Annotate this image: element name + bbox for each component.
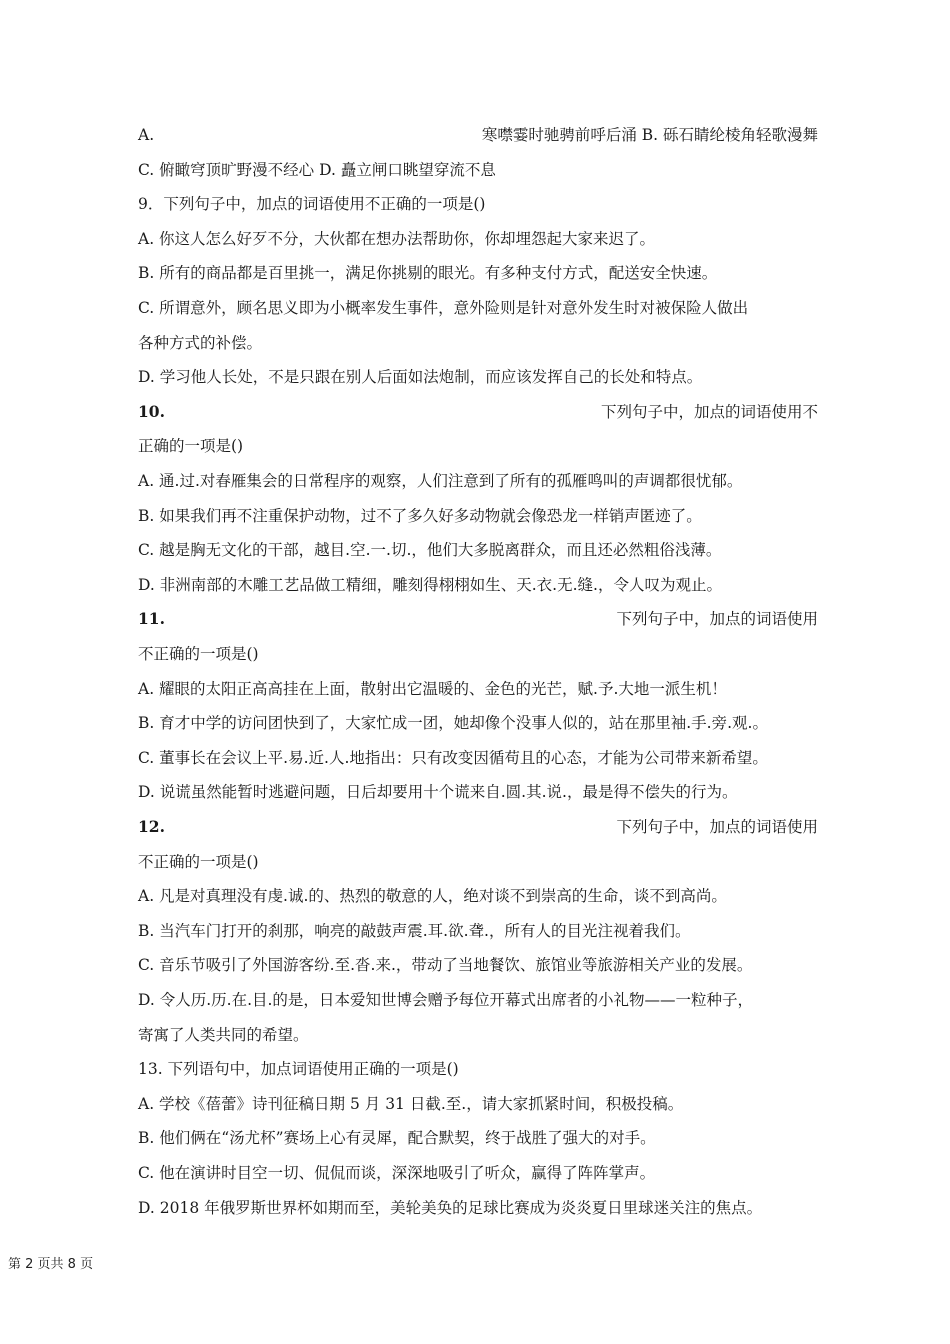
text-line: B. 他们俩在“汤尤杯”赛场上心有灵犀，配合默契，终于战胜了强大的对手。 [138, 1129, 656, 1148]
question-stem: 13. 下列语句中，加点词语使用正确的一项是() [138, 1060, 459, 1079]
line-lead: 12. [138, 817, 165, 836]
text-line: D. 2018 年俄罗斯世界杯如期而至，美轮美奂的足球比赛成为炎炎夏日里球迷关注的焦点。 [138, 1198, 763, 1217]
line-lead: A. [138, 126, 155, 144]
text-line: 寄寓了人类共同的希望。 [138, 1025, 309, 1044]
text-line: 正确的一项是() [138, 437, 244, 456]
line-tail: 下列句子中，加点的词语使用不 [600, 402, 818, 421]
text-line: C. 他在演讲时目空一切、侃侃而谈，深深地吸引了听众，赢得了阵阵掌声。 [138, 1164, 656, 1182]
text-line: B. 当汽车门打开的刹那，响亮的敲鼓声震.耳.欲.聋.，所有人的目光注视着我们。 [138, 921, 691, 940]
text-line: 不正确的一项是() [138, 852, 259, 871]
line-tail: 下列句子中，加点的词语使用 [616, 610, 818, 629]
text-line: C. 音乐节吸引了外国游客纷.至.沓.来.，带动了当地餐饮、旅馆业等旅游相关产业的发展。 [138, 956, 753, 975]
text-line: B. 育才中学的访问团快到了，大家忙成一团，她却像个没事人似的，站在那里袖.手.旁.观.。 [138, 714, 768, 733]
line-lead: 10. [138, 401, 165, 421]
text-line: 各种方式的补偿。 [138, 333, 263, 352]
text-line: A. 通.过.对春雁集会的日常程序的观察，人们注意到了所有的孤雁鸣叫的声调都很忧郁。 [138, 472, 743, 490]
split-line [138, 602, 828, 636]
text-line: D. 令人历.历.在.目.的是，日本爱知世博会赠予每位开幕式出席者的小礼物——一粒种子， [138, 991, 753, 1009]
split-line [138, 118, 828, 152]
text-line: A. 凡是对真理没有虔.诚.的、热烈的敬意的人，绝对谈不到崇高的生命，谈不到高尚。 [138, 887, 727, 906]
text-line: 不正确的一项是() [138, 645, 259, 663]
line-lead: 11. [138, 609, 165, 629]
text-line: A. 耀眼的太阳正高高挂在上面，散射出它温暖的、金色的光芒，赋.予.大地一派生机！ [138, 679, 727, 698]
text-line: D. 非洲南部的木雕工艺品做工精细，雕刻得栩栩如生、天.衣.无.缝.，令人叹为观止。 [138, 575, 722, 594]
text-line: C. 俯瞰穹顶旷野漫不经心 D. 矗立闸口眺望穿流不息 [138, 160, 496, 179]
text-line: B. 如果我们再不注重保护动物，过不了多久好多动物就会像恐龙一样销声匿迹了。 [138, 506, 702, 525]
page-footer: 第 2 页共 8 页 [8, 1257, 94, 1272]
text-line: A. 你这人怎么好歹不分，大伙都在想办法帮助你，你却埋怨起大家来迟了。 [138, 229, 656, 248]
text-line: C. 所谓意外，顾名思义即为小概率发生事件，意外险则是针对意外发生时对被保险人做出 [138, 299, 749, 317]
split-line [138, 395, 828, 429]
split-line [138, 810, 828, 844]
text-line: A. 学校《蓓蕾》诗刊征稿日期 5 月 31 日截.至.，请大家抓紧时间，积极投稿。 [138, 1094, 684, 1113]
text-line: B. 所有的商品都是百里挑一，满足你挑剔的眼光。有多种支付方式，配送安全快速。 [138, 264, 718, 283]
text-line: D. 学习他人长处，不是只跟在别人后面如法炮制，而应该发挥自己的长处和特点。 [138, 368, 703, 387]
text-line: D. 说谎虽然能暂时逃避问题，日后却要用十个谎来自.圆.其.说.，最是得不偿失的行为。 [138, 783, 738, 802]
question-stem: 9．下列句子中，加点的词语使用不正确的一项是() [138, 195, 486, 214]
line-tail: 下列句子中，加点的词语使用 [616, 818, 818, 836]
line-tail: 寒噤霎时驰骋前呼后涌 B. 砾石睛纶棱角轻歌漫舞 [481, 126, 818, 144]
text-line: C. 越是胸无文化的干部，越目.空.一.切.，他们大多脱离群众，而且还必然粗俗浅薄。 [138, 541, 722, 560]
text-line: C. 董事长在会议上平.易.近.人.地指出：只有改变因循苟且的心态，才能为公司带来新希望。 [138, 748, 768, 767]
